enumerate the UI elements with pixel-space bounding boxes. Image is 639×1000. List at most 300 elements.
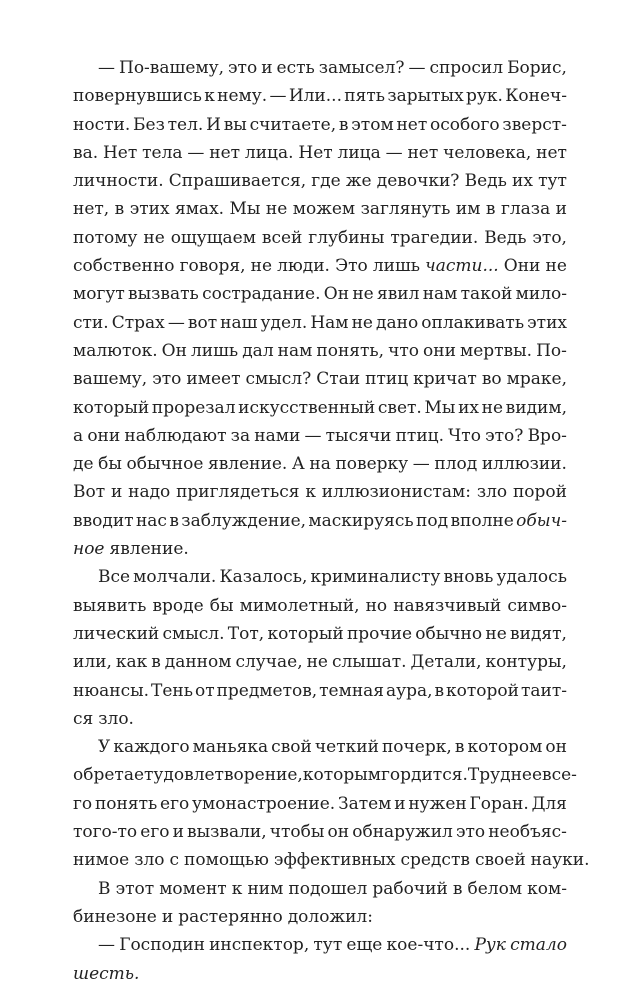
text-line [73,394,567,422]
word: дал [242,340,274,361]
word: лишь [372,256,421,277]
word: Все [98,567,131,588]
word: Без [133,114,165,135]
word: и [261,58,273,78]
word: Нам [310,312,349,333]
word: в [454,737,465,758]
word: темная [319,680,385,701]
word: Борис, [507,58,567,78]
text-line [73,790,567,818]
word: за [230,425,251,446]
word: есть [276,58,315,78]
word: в [452,878,463,899]
word: нас [135,510,167,531]
word: ва. [73,142,99,163]
word: пять [344,86,386,107]
book-page [73,54,590,988]
word: видим, [505,397,567,418]
word: Тот, [227,623,265,644]
paragraph [73,733,590,874]
text-line [73,195,567,223]
word: го [73,793,93,814]
text-line [73,507,567,535]
word: вновь [443,567,494,588]
word: навязчивый [393,595,502,616]
word: Горан. [469,793,529,814]
word: плод [434,454,478,475]
word: не [351,312,373,333]
word: к [231,878,243,899]
word: не [481,397,504,418]
italic-word: ное [73,539,105,560]
word: предметов, [216,680,318,701]
text-line [73,450,567,478]
word: умонастроение. [192,793,336,814]
word: Вот [73,482,106,503]
word: ощущаем [170,227,256,248]
word: чтобы [269,822,325,843]
word: иллюзионистам: [321,482,472,503]
word: контуры, [485,652,567,673]
word: белом [467,878,523,899]
word: доложил: [287,906,373,927]
text-line [73,846,590,874]
word: этих [129,199,170,220]
italic-word: Рук [474,935,506,956]
text-line [73,563,567,591]
word: их [512,171,533,192]
text-line [73,903,567,931]
word: что [388,340,419,361]
word: В [98,878,111,899]
word: на [309,454,331,475]
word: У [98,737,111,758]
word: его [160,793,190,814]
word: ним [247,878,284,899]
word: удалось [496,567,567,588]
text-line [73,648,567,676]
word: всей [261,227,303,248]
word: зло [476,482,508,503]
word: в [338,114,349,135]
word: инспектор, [209,935,310,956]
word: нужен [408,793,467,814]
word: этих [527,312,567,333]
word: явил [376,284,420,305]
word: в [151,652,161,673]
word: эффективных [273,850,396,871]
word: вполне [450,510,514,531]
word: маньяка [192,737,269,758]
word: Спрашивается, [168,171,307,192]
word: рабочий [372,878,448,899]
text-line [73,733,567,761]
word: И [206,114,221,135]
word: Нет [102,142,138,163]
word: Затем [337,793,392,814]
text-line [73,592,567,620]
word: выявить [73,595,147,616]
word: можем [292,199,356,220]
word: не [545,256,567,277]
text-line [73,139,567,167]
word: их [458,397,479,418]
word: малюток. [73,340,158,361]
word: но [365,595,388,616]
italic-word: части... [425,256,499,277]
text-line [73,535,567,563]
word: — [98,58,115,78]
word: в [169,510,179,531]
word: он [545,737,567,758]
word: вашему, [73,369,148,390]
word: Мы [424,397,456,418]
word: его [140,822,170,843]
word: Страх [111,312,165,333]
word: особого [430,114,500,135]
text-line [73,111,567,139]
paragraph [73,931,567,988]
text-line [73,337,567,365]
word: глаза [500,199,551,220]
word: это, [532,227,567,248]
word: где [311,171,341,192]
word: мраке, [506,369,567,390]
word: — [412,454,430,475]
text-line [73,931,567,959]
word: случае, [235,652,303,673]
word: нам [277,340,313,361]
word: и [110,482,123,503]
word: к [305,482,316,503]
text-line [73,818,567,846]
word: — [167,312,185,333]
word: это [152,369,182,390]
word: обычное [126,454,204,475]
word: данном [164,652,232,673]
word: Вро- [527,425,567,446]
word: каждого [113,737,190,758]
word: ком- [527,878,567,899]
word: прорезал [151,397,236,418]
word: вводит [73,510,134,531]
word: маскируясь [308,510,414,531]
word: ся [73,708,94,729]
word: зло. [98,708,134,729]
word: сострадание. [202,284,321,305]
paragraph [73,563,567,733]
word: понять [94,793,158,814]
word: этот [115,878,155,899]
text-line [73,167,567,195]
word: видят, [510,623,567,644]
word: Мы [229,199,261,220]
word: помощью [184,850,269,871]
word: могут [73,284,125,305]
text-line [73,620,567,648]
word: Конеч- [505,86,567,107]
text-line [73,365,567,393]
word: Тень [151,680,194,701]
word: науки. [530,850,590,871]
word: молчали. [133,567,217,588]
word: кричат [413,369,477,390]
word: рук. [465,86,503,107]
word: средств [400,850,470,871]
word: слышат. [331,652,407,673]
word: спросил [429,58,504,78]
word: явление. [109,539,189,560]
word: смысл? [245,369,312,390]
word: и [172,822,184,843]
word: не [352,284,374,305]
word: вроде [152,595,204,616]
word: сти. [73,312,109,333]
paragraph [73,54,567,563]
word: симво- [507,595,567,616]
word: — [98,935,115,956]
word: это? [485,425,524,446]
word: личности. [73,171,164,192]
word: нет [536,142,567,163]
word: — [304,425,322,446]
word: бы [209,595,234,616]
text-line [73,960,567,988]
word: не [143,227,165,248]
word: удовлетворение, [153,765,303,786]
word: приглядеться [176,482,300,503]
word: вот [187,312,218,333]
word: в [114,199,125,220]
text-line [73,677,567,705]
word: под [416,510,449,531]
word: это [228,58,258,78]
word: иллюзии. [481,454,567,475]
word: тысячи [325,425,392,446]
word: кое-что... [386,935,471,956]
word: удел. [260,312,308,333]
word: не [306,652,328,673]
word: как [115,652,148,673]
word: говоря, [179,256,246,277]
word: это [455,822,486,843]
word: люди. [277,256,330,277]
word: который [267,623,344,644]
word: они [423,340,456,361]
word: Они [503,256,541,277]
word: ямах. [174,199,225,220]
word: гордится. [380,765,468,786]
word: понять, [316,340,385,361]
word: вызвать [128,284,199,305]
word: Он [323,284,350,305]
word: свой [271,737,312,758]
word: замысел? [318,58,405,78]
word: лица [337,142,381,163]
word: явление. [208,454,288,475]
word: свет. [377,397,422,418]
word: девочки? [376,171,460,192]
italic-word: шесть. [73,963,140,984]
word: они [87,425,121,446]
text-line [73,280,567,308]
word: Труднее [467,765,543,786]
text-line [73,875,567,903]
paragraph [73,875,567,932]
word: того-то [73,822,138,843]
word: По- [536,340,567,361]
text-line [73,422,567,450]
word: лический [73,623,160,644]
word: бинезоне [73,906,157,927]
word: в [485,199,496,220]
word: птиц. [395,425,444,446]
word: Ведь [484,227,527,248]
word: оплакивать [421,312,525,333]
italic-word: обыч- [516,510,567,531]
word: в [434,680,445,701]
word: зверст- [502,114,567,135]
word: им [455,199,481,220]
word: которым [302,765,381,786]
word: Он [161,340,187,361]
word: обретает [73,765,154,786]
word: дано [376,312,419,333]
text-line [73,224,567,252]
word: от [194,680,215,701]
word: необъяс- [488,822,567,843]
word: По-вашему, [119,58,225,78]
word: Ведь [464,171,507,192]
word: Для [531,793,567,814]
word: не [485,623,507,644]
word: лишь [190,340,239,361]
word: к [204,86,215,107]
word: нимое [73,850,130,871]
word: подошел [288,878,368,899]
word: заблуждение, [181,510,307,531]
word: который [73,397,150,418]
word: а [73,425,84,446]
word: котором [467,737,543,758]
word: растерянно [178,906,283,927]
word: вы [223,114,247,135]
word: А [291,454,305,475]
word: порой [512,482,567,503]
word: глубины [308,227,385,248]
word: наш [220,312,258,333]
word: потому [73,227,138,248]
word: искусственный [238,397,376,418]
word: нюансы. [73,680,150,701]
word: трагедии. [390,227,479,248]
word: не [265,199,288,220]
word: тела [142,142,183,163]
word: или, [73,652,112,673]
word: ности. [73,114,131,135]
word: еще [346,935,383,956]
text-line [73,705,567,733]
word: обнаружил [352,822,453,843]
word: аура, [386,680,433,701]
word: птиц [365,369,409,390]
word: нет, [73,199,110,220]
word: нет [407,142,439,163]
word: криминалисту [310,567,441,588]
word: де [73,454,94,475]
word: Детали, [410,652,482,673]
word: Казалось, [219,567,308,588]
word: нему. [217,86,268,107]
word: смысл. [162,623,225,644]
word: и [161,906,174,927]
word: зло [134,850,165,871]
word: и [555,199,567,220]
word: Нет [298,142,333,163]
word: обычно [415,623,483,644]
word: он [327,822,350,843]
word: мило- [515,284,567,305]
word: тел. [167,114,204,135]
word: таит- [520,680,567,701]
word: нет [396,114,428,135]
text-line [73,252,567,280]
text-line [73,478,567,506]
word: лица. [244,142,294,163]
word: не [250,256,273,277]
word: Это [335,256,368,277]
word: зарытых [387,86,464,107]
italic-word: стало [510,935,567,956]
word: повернувшись [73,86,202,107]
word: момент [159,878,227,899]
word: наблюдают [124,425,227,446]
word: считаете, [249,114,337,135]
word: — [187,142,205,163]
word: нет [209,142,241,163]
word: — [269,86,287,107]
word: бы [98,454,122,475]
word: такой [460,284,513,305]
word: которой [446,680,519,701]
text-line [73,54,567,82]
word: во [481,369,502,390]
word: тут [313,935,343,956]
word: мертвы. [459,340,533,361]
word: надо [128,482,171,503]
word: нами [254,425,301,446]
word: собственно [73,256,175,277]
word: заглянуть [360,199,451,220]
text-line [73,309,567,337]
word: этом [351,114,394,135]
word: человека, [443,142,532,163]
word: своей [474,850,526,871]
word: поверку [335,454,409,475]
word: прочие [346,623,413,644]
word: имеет [186,369,241,390]
word: же [345,171,372,192]
word: Что [448,425,481,446]
word: Или... [288,86,342,107]
word: все- [542,765,577,786]
text-line [73,82,567,110]
word: — [385,142,403,163]
word: Стаи [316,369,361,390]
word: нам [422,284,458,305]
word: и [394,793,406,814]
word: вызвали, [187,822,267,843]
